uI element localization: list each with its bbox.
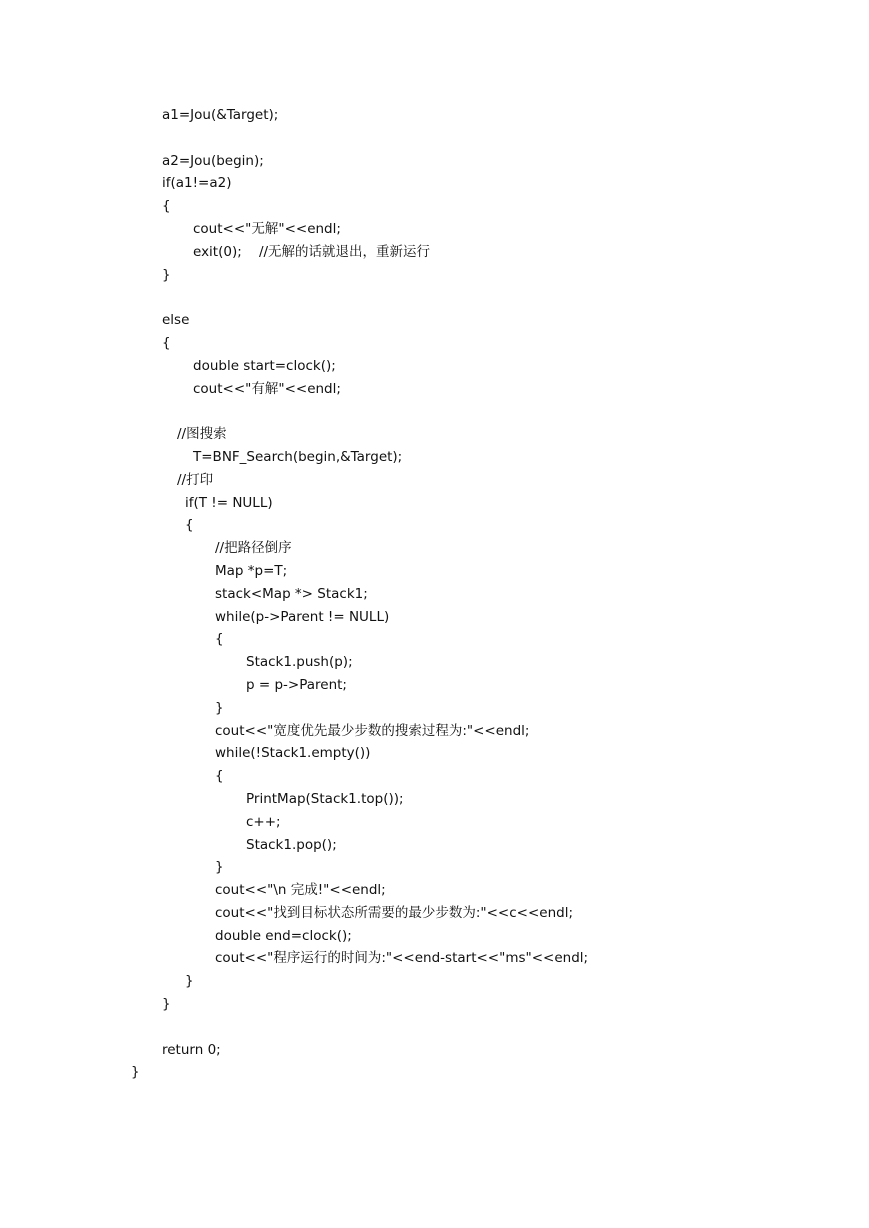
code-line-text: else [162, 312, 190, 329]
code-line [0, 378, 869, 401]
code-line [0, 560, 869, 583]
code-line [0, 1061, 869, 1084]
code-line-text: a1=Jou(&Target); [162, 107, 279, 123]
code-line [0, 241, 869, 264]
code-line [0, 674, 869, 697]
code-line [0, 218, 869, 241]
code-line [0, 879, 869, 902]
code-line-text: { [215, 631, 224, 648]
code-line [0, 606, 869, 629]
code-line-text: PrintMap(Stack1.top()); [246, 790, 404, 807]
code-line-text: stack<Map *> Stack1; [215, 585, 368, 602]
code-line-text: c++; [246, 813, 281, 830]
code-line-text: cout<<"程序运行的时间为:"<<end-start<<"ms"<<endl; [215, 950, 589, 967]
code-line-text: while(!Stack1.empty()) [215, 745, 371, 762]
code-line-text: //把路径倒序 [215, 540, 292, 557]
code-line [0, 469, 869, 492]
code-line [0, 947, 869, 970]
code-line [0, 332, 869, 355]
code-line [0, 400, 869, 423]
code-line [0, 127, 869, 150]
code-line [0, 583, 869, 606]
code-line-text: double start=clock(); [193, 357, 336, 374]
code-line [0, 925, 869, 948]
code-line [0, 423, 869, 446]
code-line [0, 902, 869, 925]
code-line-text: return 0; [162, 1041, 221, 1058]
code-line-text: Map *p=T; [215, 562, 288, 579]
code-line-text: Stack1.push(p); [246, 654, 353, 671]
code-line-text: //打印 [177, 471, 214, 488]
code-line [0, 651, 869, 674]
code-line-text: a2=Jou(begin); [162, 152, 264, 169]
code-line-text: cout<<"\n 完成!"<<endl; [215, 882, 386, 899]
code-line [0, 970, 869, 993]
code-line-text: T=BNF_Search(begin,&Target); [193, 448, 403, 465]
code-line-text: if(a1!=a2) [162, 175, 232, 192]
code-line-text: Stack1.pop(); [246, 836, 337, 853]
code-line-text: } [185, 973, 194, 990]
code-line [0, 765, 869, 788]
code-line [0, 1039, 869, 1062]
code-line [0, 788, 869, 811]
code-line-text: cout<<"无解"<<endl; [193, 220, 341, 237]
code-line [0, 309, 869, 332]
code-line [0, 1016, 869, 1039]
code-line-text: cout<<"宽度优先最少步数的搜索过程为:"<<endl; [215, 722, 530, 739]
code-line-text: } [162, 266, 171, 283]
code-line-text: } [162, 996, 171, 1013]
code-line-text: p = p->Parent; [246, 676, 347, 693]
code-line-text: { [162, 198, 171, 215]
code-line [0, 993, 869, 1016]
code-line [0, 195, 869, 218]
code-line [0, 697, 869, 720]
code-line-text: } [215, 859, 224, 876]
code-line [0, 286, 869, 309]
code-line [0, 514, 869, 537]
code-line [0, 104, 869, 127]
code-line [0, 856, 869, 879]
code-line [0, 446, 869, 469]
code-line-text: if(T != NULL) [185, 494, 273, 511]
code-line [0, 834, 869, 857]
code-line [0, 720, 869, 743]
code-line-text: { [185, 517, 194, 534]
code-line-text: } [131, 1064, 140, 1081]
code-line [0, 492, 869, 515]
code-line [0, 628, 869, 651]
code-line-text: exit(0); //无解的话就退出，重新运行 [193, 243, 431, 260]
code-line-text: double end=clock(); [215, 927, 352, 944]
code-line-text: { [162, 334, 171, 351]
code-listing [0, 104, 869, 1084]
code-line [0, 537, 869, 560]
code-line [0, 742, 869, 765]
code-line-text: { [215, 768, 224, 785]
code-line-text: cout<<"找到目标状态所需要的最少步数为:"<<c<<endl; [215, 904, 574, 921]
code-line-text: //图搜索 [177, 426, 227, 443]
code-line [0, 355, 869, 378]
code-line-text: } [215, 699, 224, 716]
code-line [0, 172, 869, 195]
code-line [0, 811, 869, 834]
code-line-text: cout<<"有解"<<endl; [193, 380, 341, 397]
code-line [0, 264, 869, 287]
code-line [0, 150, 869, 173]
code-line-text: while(p->Parent != NULL) [215, 608, 390, 625]
